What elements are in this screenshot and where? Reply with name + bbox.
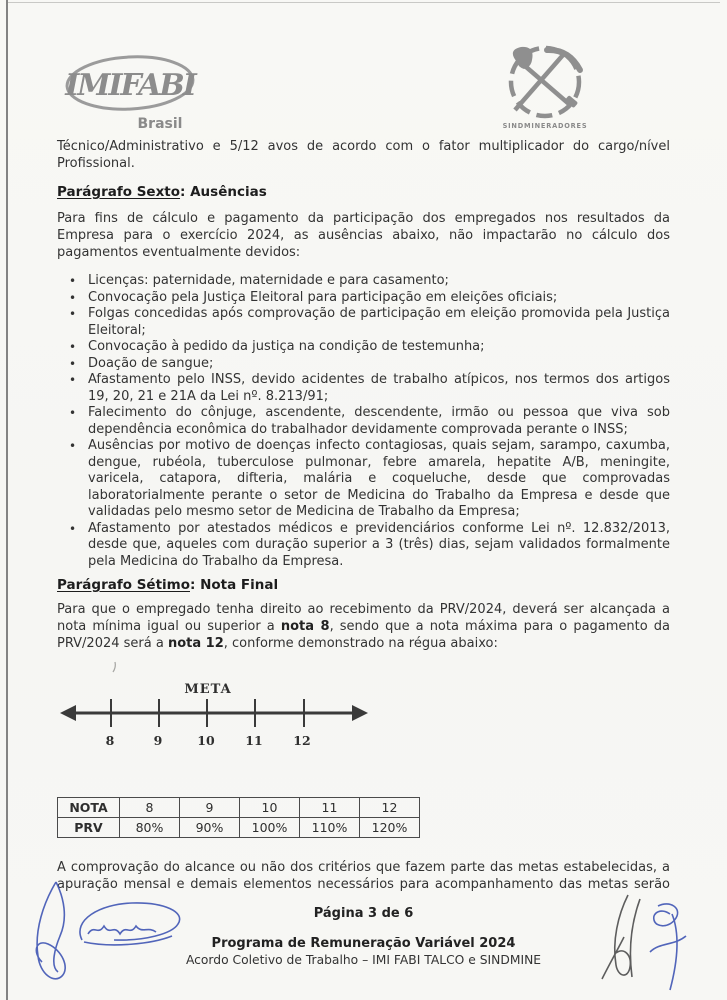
prv-cell: 120% — [360, 818, 420, 838]
setimo-bold-nota8: nota 8 — [280, 619, 330, 634]
heading-setimo-underlined: Parágrafo Sétimo — [57, 577, 190, 593]
section-heading-setimo — [57, 577, 670, 594]
paragraph-top-text: Técnico/Administrativo e 5/12 avos de acordo com o fator multiplicador do cargo/nível Profissional. — [57, 139, 670, 171]
sindmineradores-label: SINDMINERADORES — [502, 122, 588, 130]
imifabi-logo-text: IMIFABI — [65, 68, 195, 103]
ruler-tick-label: 9 — [153, 733, 163, 748]
nota-cell: 8 — [120, 798, 180, 818]
prv-cell: 110% — [300, 818, 360, 838]
nota-prv-table — [57, 797, 420, 838]
absence-item-text: Afastamento pelo INSS, devido acidentes de trabalho atípicos, nos termos dos artigos 19, 20, 21 e 21A da Lei nº. 8.213/91; — [88, 372, 670, 404]
absence-item — [57, 273, 670, 290]
ruler-tick-label: 11 — [245, 733, 263, 748]
absence-item — [57, 290, 670, 307]
absence-item-text: Licenças: paternidade, maternidade e para casamento; — [88, 273, 449, 288]
table-row-prv — [58, 818, 420, 838]
nota-cell: 12 — [360, 798, 420, 818]
absence-list — [57, 273, 670, 570]
absence-item — [57, 438, 670, 521]
absence-item-text: Convocação à pedido da justiça na condição de testemunha; — [88, 339, 485, 354]
prv-cell: 80% — [120, 818, 180, 838]
heading-sexto-underlined: Parágrafo Sexto — [57, 184, 181, 200]
absence-item — [57, 306, 670, 339]
scan-top-line — [8, 2, 720, 3]
ruler-tick-label: 8 — [105, 733, 115, 748]
row-header-cell: PRV — [58, 818, 120, 838]
absence-list-container — [57, 273, 670, 570]
paragraph-closing — [57, 859, 670, 893]
ruler-meta-label: META — [184, 682, 232, 697]
ruler-left-arrow-icon — [60, 705, 76, 721]
signature-left-oval — [72, 896, 190, 954]
paragraph-top — [57, 138, 670, 172]
prv-cell: 90% — [180, 818, 240, 838]
absence-item — [57, 372, 670, 405]
paragraph-sexto-intro-text: Para fins de cálculo e pagamento da participação dos empregados nos resultados da Empresa para o exercício 2024, as ausências abaixo, não impactarão no cálculo dos pagamentos eventualmente devidos: — [57, 211, 670, 260]
table-row-nota — [58, 798, 420, 818]
ruler-right-arrow-icon — [352, 705, 368, 721]
footer-page-number: Página 3 de 6 — [313, 906, 414, 921]
absence-item — [57, 356, 670, 373]
nota-cell: 9 — [180, 798, 240, 818]
sindmineradores-logo — [487, 40, 607, 132]
row-header-cell: NOTA — [58, 798, 120, 818]
setimo-text-part: Para que o empregado tenha direito ao recebimento da PRV/2024, deverá ser alcançada a nota mínima igual ou superior a — [57, 602, 670, 634]
imifabi-logo — [58, 50, 210, 136]
setimo-text-part: , sendo que a nota máxima para o pagamento da PRV/2024 será a — [57, 619, 671, 651]
absence-item — [57, 521, 670, 571]
paragraph-sexto-intro — [57, 210, 670, 261]
setimo-bold-nota12: nota 12 — [167, 636, 224, 651]
paragraph-setimo-intro — [57, 601, 670, 652]
ruler-tick-label: 10 — [197, 733, 215, 748]
footer-doc-title: Programa de Remuneração Variável 2024 — [211, 936, 516, 951]
absence-item-text: Folgas concedidas após comprovação de participação em eleição promovida pela Justiça Eleitoral; — [88, 306, 670, 338]
section-heading-sexto — [57, 184, 670, 201]
scan-edge-line — [6, 0, 8, 1000]
absence-item — [57, 405, 670, 438]
absence-item-text: Doação de sangue; — [88, 355, 214, 371]
setimo-text-part: , conforme demonstrado na régua abaixo: — [223, 636, 498, 651]
absence-item-text: Afastamento por atestados médicos e previdenciários conforme Lei nº. 12.832/2013, desde que, aqueles com duração superior a 3 (três) dias, sejam validados formalmente pela Medicina do Trabalho da Empresa. — [88, 520, 670, 569]
prv-cell: 100% — [240, 818, 300, 838]
absence-item — [57, 339, 670, 356]
footer-doc-subtitle: Acordo Coletivo de Trabalho – IMI FABI TALCO e SINDMINE — [185, 953, 542, 967]
nota-cell: 11 — [300, 798, 360, 818]
absence-item-text: Falecimento do cônjuge, ascendente, descendente, irmão ou pessoa que viva sob dependência econômica do trabalhador devidamente comprovada perante o INSS; — [88, 405, 670, 437]
ruler-tick-label: 12 — [293, 733, 311, 748]
scan-artifact-mark — [110, 660, 120, 674]
nota-cell: 10 — [240, 798, 300, 818]
heading-setimo-rest: : Nota Final — [190, 577, 279, 593]
signature-right-blue — [642, 900, 694, 995]
meta-ruler-figure — [58, 676, 370, 754]
absence-item-text: Ausências por motivo de doenças infecto contagiosas, quais sejam, sarampo, caxumba, dengue, rubéola, tuberculose pulmonar, febre amarela, hepatite A/B, meningite, varicela, catapora, difteria, malária e coqueluche, desde que comprovadas laboratorialmente perante o setor de Medicina do Trabalho da Empresa e desde que validadas pelo mesmo setor de Medicina de Trabalho da Empresa; — [88, 438, 670, 519]
heading-sexto-rest: : Ausências — [180, 184, 267, 200]
imifabi-subtitle: Brasil — [137, 116, 183, 132]
absence-item-text: Convocação pela Justiça Eleitoral para participação em eleições oficiais; — [88, 289, 558, 305]
paragraph-closing-text: A comprovação do alcance ou não dos critérios que fazem parte das metas estabelecidas, a apuração mensal e demais elementos necessários para acompanhamento das metas serão — [57, 860, 670, 892]
